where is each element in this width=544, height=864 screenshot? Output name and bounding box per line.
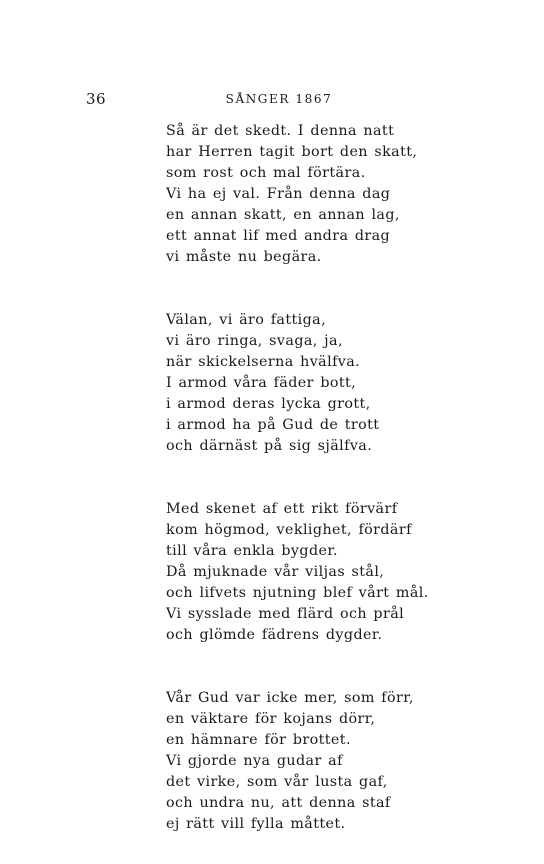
poem-line: vi äro ringa, svaga, ja,	[166, 333, 343, 349]
stanza-1	[166, 121, 429, 268]
poem	[166, 121, 429, 835]
running-title-text: SÅNGER 1867	[225, 92, 333, 106]
poem-line: Så är det skedt. I denna natt	[166, 123, 395, 139]
poem-line: till våra enkla bygder.	[166, 543, 338, 559]
poem-line: Vi ha ej val. Från denna dag	[166, 186, 391, 202]
poem-line: en hämnare för brottet.	[166, 732, 351, 748]
poem-line: det virke, som vår lusta gaf,	[166, 774, 388, 790]
page-number: 36	[86, 90, 107, 108]
stanza-2	[166, 310, 429, 457]
poem-line: vi måste nu begära.	[166, 249, 322, 265]
stanza-3	[166, 499, 429, 646]
poem-line: i armod ha på Gud de trott	[166, 417, 380, 433]
poem-line: ej rätt vill fylla måttet.	[166, 816, 346, 832]
poem-line: har Herren tagit bort den skatt,	[166, 144, 418, 160]
poem-line: kom högmod, veklighet, fördärf	[166, 522, 412, 538]
poem-line: när skickelserna hvälfva.	[166, 354, 361, 370]
poem-line: och lifvets njutning blef vårt mål.	[166, 585, 429, 601]
poem-line: Då mjuknade vår viljas stål,	[166, 564, 385, 580]
poem-line: och glömde fädrens dygder.	[166, 627, 383, 643]
poem-line: Med skenet af ett rikt förvärf	[166, 501, 398, 517]
poem-line: i armod deras lycka grott,	[166, 396, 371, 412]
poem-line: en väktare för kojans dörr,	[166, 711, 376, 727]
running-title	[0, 92, 544, 106]
poem-line: och undra nu, att denna staf	[166, 795, 391, 811]
poem-line: som rost och mal förtära.	[166, 165, 366, 181]
poem-line: I armod våra fäder bott,	[166, 375, 357, 391]
poem-line: en annan skatt, en annan lag,	[166, 207, 400, 223]
poem-line: och därnäst på sig själfva.	[166, 438, 373, 454]
stanza-4	[166, 688, 429, 835]
poem-line: Välan, vi äro fattiga,	[166, 312, 327, 328]
poem-line: Vi sysslade med flärd och prål	[166, 606, 405, 622]
poem-line: Vi gjorde nya gudar af	[166, 753, 343, 769]
poem-line: Vår Gud var icke mer, som förr,	[166, 690, 414, 706]
poem-line: ett annat lif med andra drag	[166, 228, 391, 244]
